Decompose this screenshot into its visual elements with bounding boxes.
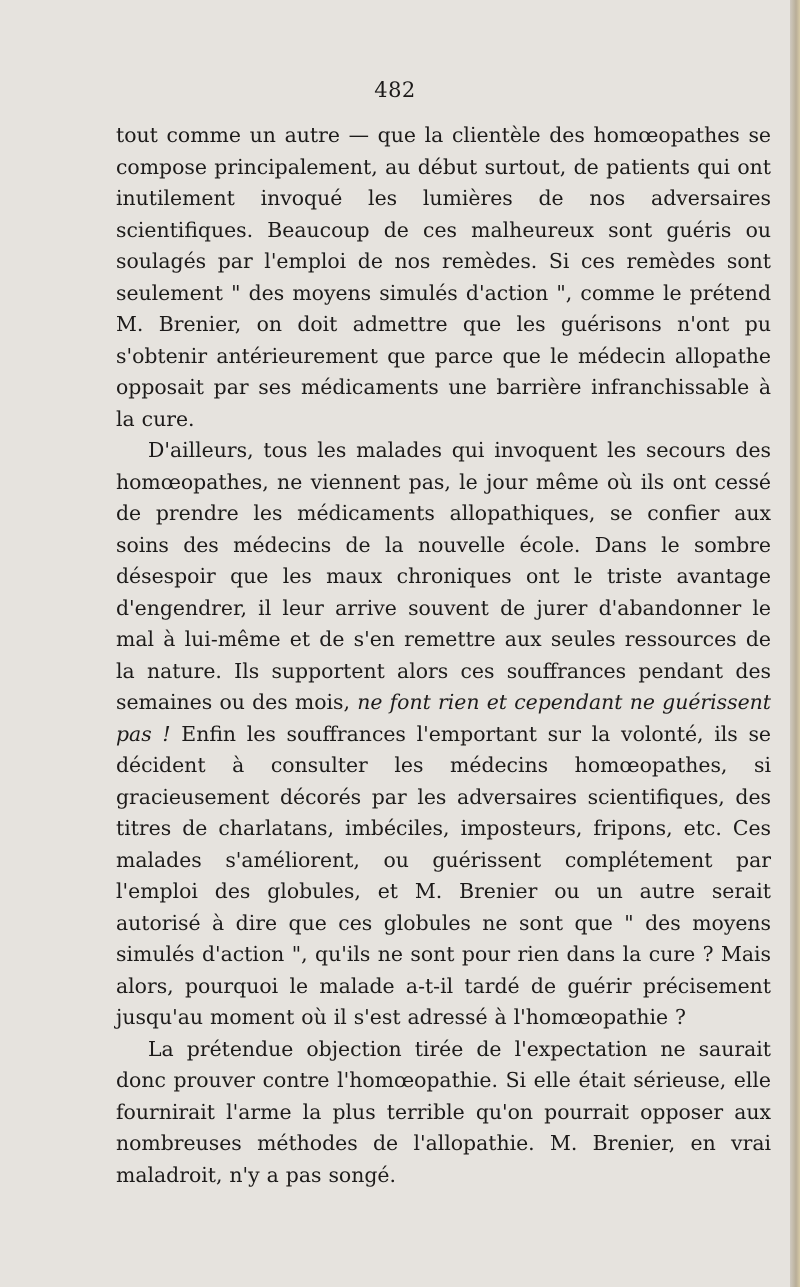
- paragraph-2-italic-phrase: ne font rien et cependant ne guérissent pas !: [116, 690, 771, 746]
- paragraph-3: [116, 1034, 771, 1192]
- body-text: [116, 120, 771, 1191]
- paragraph-2: [116, 435, 771, 1034]
- paragraph-1-text: tout comme un autre — que la clientèle des homœopathes se compose principalement, au début surtout, de patients qui ont inutilement invoqué les lumières de nos adversaires scientifiques. Beaucoup de ces malheureux sont guéris ou soulagés par l'emploi de nos remèdes. Si ces remèdes sont seulement " des moyens simulés d'action ", comme le prétend M. Brenier, on doit admettre que les guérisons n'ont pu s'obtenir antérieurement que parce que le médecin allopathe opposait par ses médicaments une barrière infranchissable à la cure.: [116, 123, 771, 431]
- paragraph-3-text: La prétendue objection tirée de l'expectation ne saurait donc prouver contre l'homœopathie. Si elle était sérieuse, elle fournirait l'arme la plus terrible qu'on pourrait opposer aux nombreuses méthodes de l'allopathie. M. Brenier, en vrai maladroit, n'y a pas songé.: [116, 1036, 771, 1187]
- paragraph-1: [116, 120, 771, 435]
- paragraph-2-text-start: D'ailleurs, tous les malades qui invoquent les secours des homœopathes, ne viennent pas, le jour même où ils ont cessé de prendre les médicaments allopathiques, se confier aux soins des médecins de la nouvelle école. Dans le sombre désespoir que les maux chroniques ont le triste avantage d'engendrer, il leur arrive souvent de jurer d'abandonner le mal à lui-même et de s'en remettre aux seules ressources de la nature. Ils supportent alors ces souffrances pendant des semaines ou des mois,: [116, 438, 771, 714]
- paragraph-2-text-end: Enfin les souffrances l'emportant sur la volonté, ils se décident à consulter les médecins homœopathes, si gracieusement décorés par les adversaires scientifiques, des titres de charlatans, imbéciles, imposteurs, fripons, etc. Ces malades s'améliorent, ou guérissent complétement par l'emploi des globules, et M. Brenier ou un autre serait autorisé à dire que ces globules ne sont que " des moyens simulés d'action ", qu'ils ne sont pour rien dans la cure ? Mais alors, pourquoi le malade a-t-il tardé de guérir précisement jusqu'au moment où il s'est adressé à l'homœopathie ?: [116, 721, 771, 1029]
- page-number: 482: [374, 78, 416, 102]
- page-edge: [790, 0, 800, 1287]
